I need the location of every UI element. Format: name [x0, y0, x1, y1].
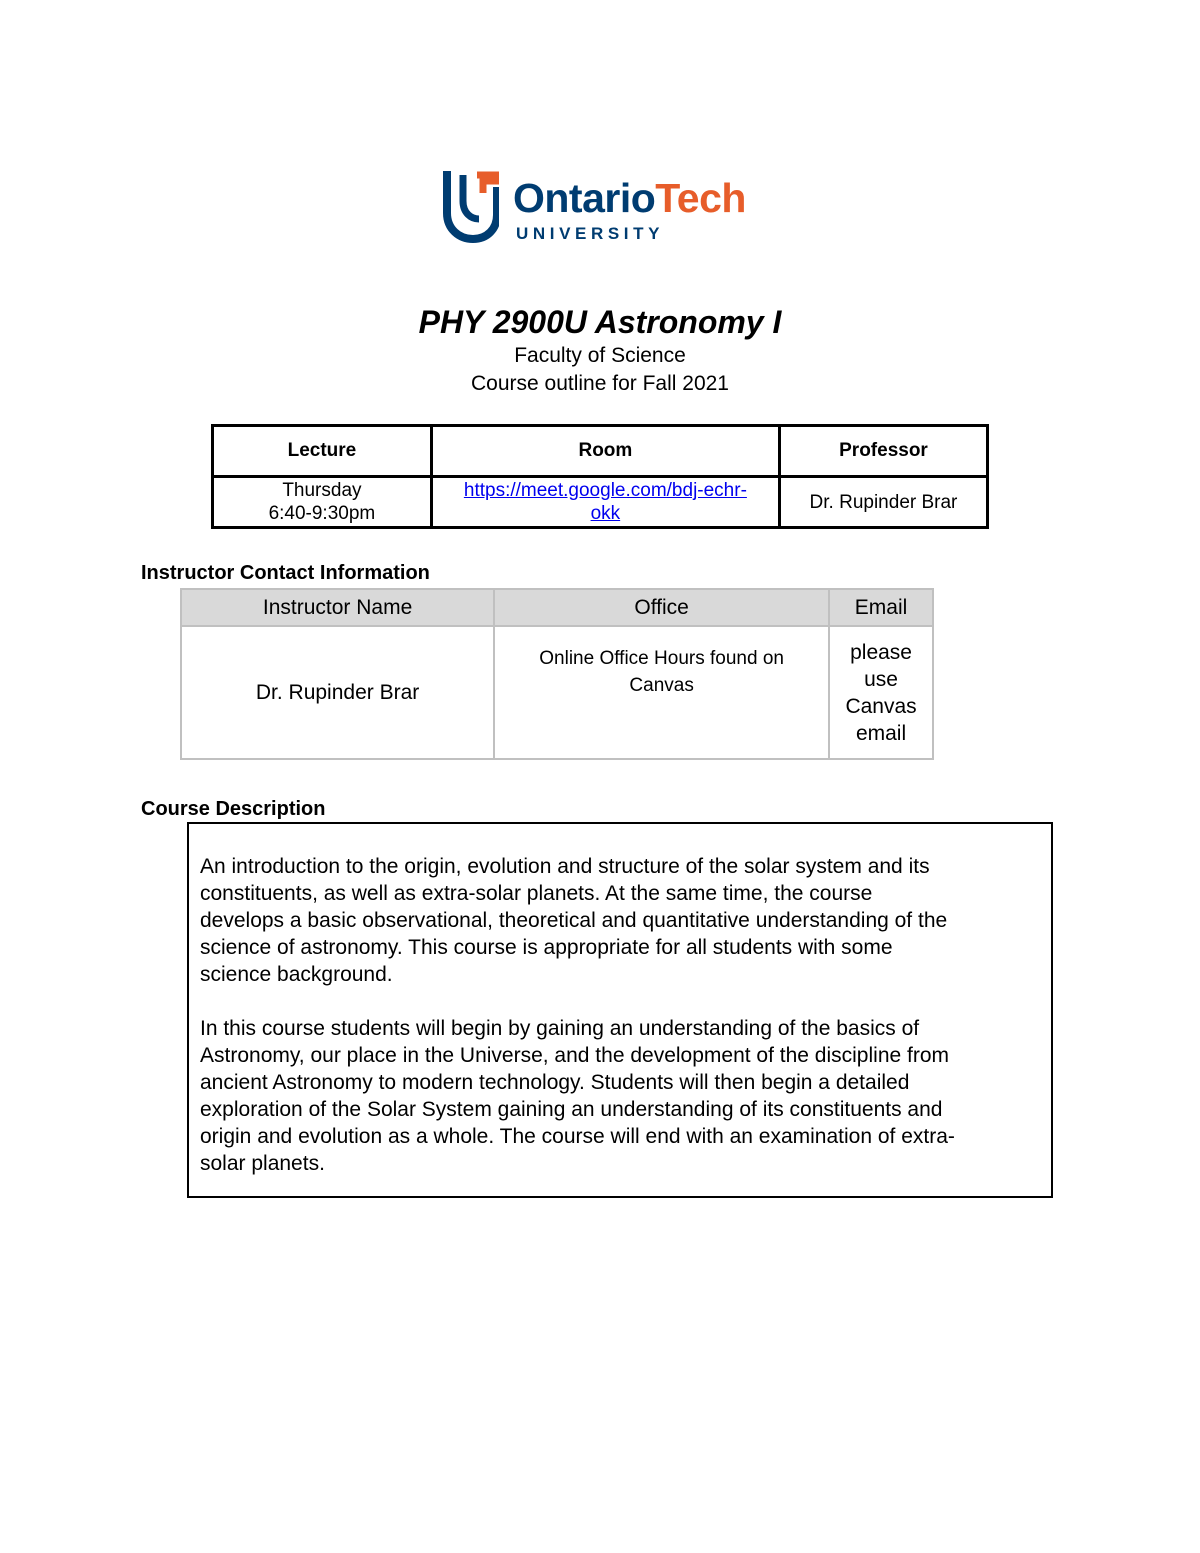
text-line: science of astronomy. This course is appropriate for all students with some [200, 936, 893, 959]
description-heading: Course Description [141, 798, 326, 820]
logo-wordmark [513, 175, 746, 221]
text-line: develops a basic observational, theoretical and quantitative understanding of the [200, 909, 948, 932]
text-line: ancient Astronomy to modern technology. Students will then begin a detailed [200, 1071, 910, 1094]
header-instructor-name: Instructor Name [181, 589, 494, 626]
email-line: use [864, 667, 898, 691]
text-line: origin and evolution as a whole. The course will end with an examination of extra- [200, 1125, 955, 1148]
logo-word-ontario: Ontario [513, 175, 656, 221]
office-line1: Online Office Hours found on [539, 648, 784, 669]
header-lecture: Lecture [213, 426, 432, 477]
schedule-row [213, 477, 988, 528]
contact-row [181, 626, 933, 759]
lecture-time: 6:40-9:30pm [268, 503, 376, 524]
text-line: In this course students will begin by gaining an understanding of the basics of [200, 1017, 920, 1040]
text-line: exploration of the Solar System gaining an understanding of its constituents and [200, 1098, 943, 1121]
contact-heading: Instructor Contact Information [141, 562, 430, 584]
lecture-cell [213, 477, 432, 528]
room-link-line2: okk [590, 503, 621, 524]
header-email: Email [829, 589, 933, 626]
text-line: Astronomy, our place in the Universe, and the development of the discipline from [200, 1044, 950, 1067]
schedule-header-row [213, 426, 988, 477]
logo-subtitle: UNIVERSITY [516, 224, 665, 243]
header-professor: Professor [779, 426, 987, 477]
room-link-line1: https://meet.google.com/bdj-echr- [463, 480, 747, 501]
description-paragraph-2 [200, 1015, 1050, 1177]
header-room: Room [431, 426, 779, 477]
email-cell [829, 626, 933, 759]
contact-header-row [181, 589, 933, 626]
text-line: An introduction to the origin, evolution and structure of the solar system and its [200, 855, 930, 878]
schedule-table [211, 424, 989, 529]
faculty-name: Faculty of Science [514, 344, 686, 367]
logo-word-tech: Tech [655, 175, 746, 221]
email-line: Canvas [845, 694, 917, 718]
office-cell [494, 626, 829, 759]
description-box [187, 822, 1053, 1198]
text-line: constituents, as well as extra-solar planets. At the same time, the course [200, 882, 873, 905]
email-line: please [850, 640, 912, 664]
professor-name: Dr. Rupinder Brar [779, 477, 987, 528]
text-line: solar planets. [200, 1152, 325, 1175]
ontario-tech-shield-icon [443, 171, 499, 243]
header-office: Office [494, 589, 829, 626]
office-line2: Canvas [629, 675, 694, 696]
room-cell [431, 477, 779, 528]
course-title: PHY 2900U Astronomy I [418, 304, 782, 340]
instructor-name: Dr. Rupinder Brar [181, 626, 494, 759]
email-line: email [855, 721, 907, 745]
university-logo [443, 171, 763, 247]
room-meet-link[interactable] [464, 480, 747, 524]
text-line: science background. [200, 963, 393, 986]
lecture-day: Thursday [282, 480, 362, 501]
contact-table [180, 588, 934, 760]
description-paragraph-1 [200, 853, 1050, 988]
course-outline-term: Course outline for Fall 2021 [471, 372, 729, 395]
